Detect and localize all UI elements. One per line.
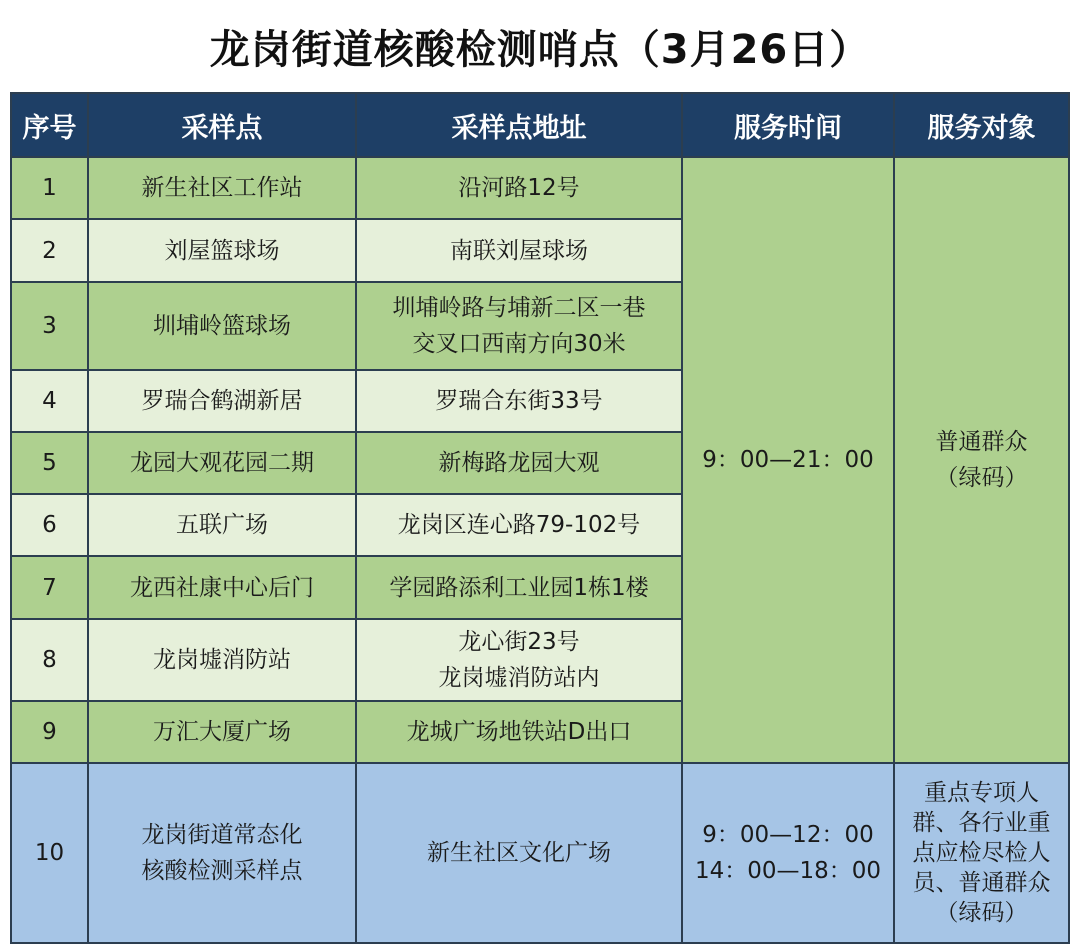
row-site: 龙岗墟消防站 <box>88 619 356 701</box>
service-target-cell <box>894 157 1069 763</box>
row-address <box>356 556 682 619</box>
row-no: 8 <box>11 619 88 701</box>
address-line: 南联刘屋球场 <box>450 237 588 264</box>
service-time-cell <box>682 763 894 943</box>
header-no: 序号 <box>11 93 88 157</box>
row-address <box>356 219 682 282</box>
row-site: 刘屋篮球场 <box>88 219 356 282</box>
header-site: 采样点 <box>88 93 356 157</box>
row-site: 万汇大厦广场 <box>88 701 356 763</box>
service-target-line: 重点专项人 <box>924 780 1039 806</box>
row-site: 五联广场 <box>88 494 356 556</box>
address-line: 龙岗区连心路79-102号 <box>397 512 641 538</box>
header-address: 采样点地址 <box>356 93 682 157</box>
row-site: 罗瑞合鹤湖新居 <box>88 370 356 432</box>
address-line: 龙岗墟消防站内 <box>438 665 600 691</box>
service-target-line: 员、普通群众 <box>912 870 1051 896</box>
row-address <box>356 157 682 219</box>
row-address <box>356 432 682 494</box>
service-target-cell <box>894 763 1069 943</box>
row-address <box>356 494 682 556</box>
site-line: 核酸检测采样点 <box>141 858 303 884</box>
row-address <box>356 282 682 370</box>
service-target-line: 群、各行业重 <box>912 810 1051 836</box>
address-line: 交叉口西南方向30米 <box>412 331 626 357</box>
address-line: 龙心街23号 <box>458 629 580 655</box>
service-target-line: 普通群众 <box>935 429 1028 455</box>
row-address <box>356 619 682 701</box>
row-address: 新生社区文化广场 <box>356 763 682 943</box>
row-site <box>88 763 356 943</box>
address-line: 学园路添利工业园1栋1楼 <box>389 574 649 601</box>
page-title: 龙岗街道核酸检测哨点（3月26日） <box>209 27 871 73</box>
service-time-cell <box>682 157 894 763</box>
service-time: 9：00—12：00 <box>702 822 874 848</box>
row-address <box>356 370 682 432</box>
row-no: 4 <box>11 370 88 432</box>
row-address <box>356 701 682 763</box>
row-site: 圳埔岭篮球场 <box>88 282 356 370</box>
address-line: 圳埔岭路与埔新二区一巷 <box>392 295 646 321</box>
row-site: 龙园大观花园二期 <box>88 432 356 494</box>
service-target-line: （绿码） <box>935 465 1028 491</box>
address-line: 罗瑞合东街33号 <box>435 388 603 414</box>
address-line: 龙城广场地铁站D出口 <box>406 719 632 745</box>
table-header-row <box>11 93 1069 157</box>
service-target-line: 点应检尽检人 <box>912 840 1051 866</box>
header-time: 服务时间 <box>682 93 894 157</box>
table-row <box>11 157 1069 219</box>
row-no: 3 <box>11 282 88 370</box>
address-line: 新梅路龙园大观 <box>438 450 600 476</box>
testing-sites-table <box>10 92 1070 944</box>
row-site: 龙西社康中心后门 <box>88 556 356 619</box>
row-site: 新生社区工作站 <box>88 157 356 219</box>
address-line: 沿河路12号 <box>458 175 580 201</box>
row-no: 10 <box>11 763 88 943</box>
service-target-line: （绿码） <box>935 900 1028 926</box>
row-no: 7 <box>11 556 88 619</box>
site-line: 龙岗街道常态化 <box>141 822 303 848</box>
row-no: 1 <box>11 157 88 219</box>
header-target: 服务对象 <box>894 93 1069 157</box>
row-no: 5 <box>11 432 88 494</box>
row-no: 2 <box>11 219 88 282</box>
row-no: 9 <box>11 701 88 763</box>
row-no: 6 <box>11 494 88 556</box>
service-time: 14：00—18：00 <box>694 858 882 884</box>
service-time: 9：00—21：00 <box>702 447 874 473</box>
table-row-blue <box>11 763 1069 943</box>
